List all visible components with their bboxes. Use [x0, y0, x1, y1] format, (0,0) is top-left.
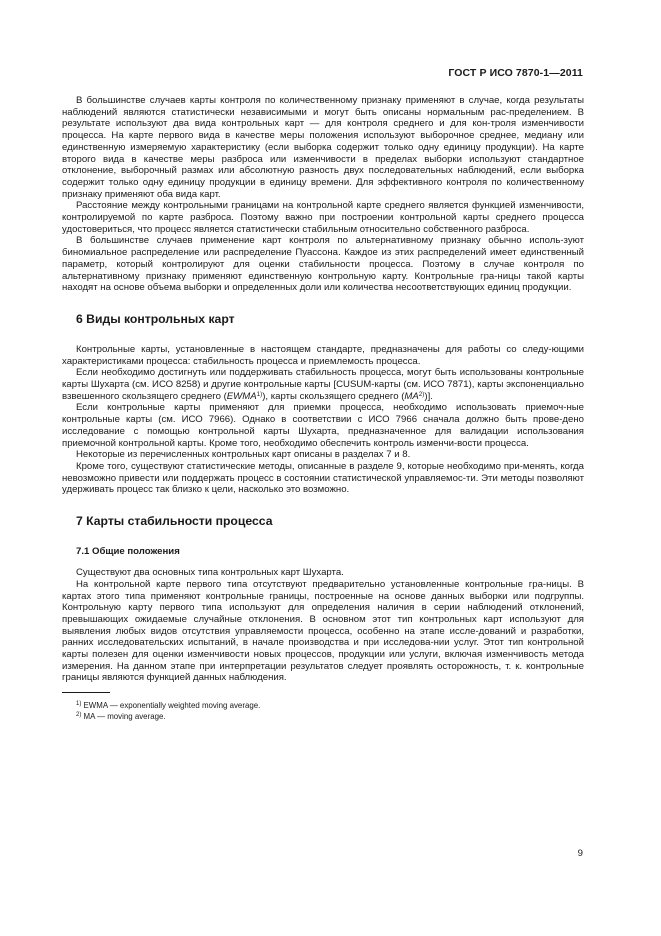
document-body	[62, 95, 584, 722]
s6p2-text-b: ), карты скользящего среднего (	[262, 390, 405, 402]
s6p2-text-c: )].	[424, 390, 433, 402]
section-6-paragraph-3: Если контрольные карты применяют для приемки процесса, необходимо использовать приемоч-ные контрольные карты (см. ИСО 7966). Однако в соответствии с ИСО 7966 сначала должно быть прове-дено исследование с помощью контрольной карты Шухарта, предназначенное для валидации использования приемочной контрольной карты. Кроме того, необходимо обеспечить контроль изменчи-вости процесса.	[62, 402, 584, 449]
section-7-paragraph-2: На контрольной карте первого типа отсутствуют предварительно установленные контрольные гра-ницы. В картах этого типа применяют контрольные границы, построенные на основе данных выборки или подгруппы. Контрольную карту первого типа используют для определения наличия в серии наблюдений отклонений, превышающих ожидаемые случайные отклонения. В основном этот тип контрольных карт используют для выявления любых видов отсутствия управляемости процесса, особенно на этапе иссле-дований и разработки, ранних исследовательских испытаний, в начале производства и при исследова-нии услуг. Этот тип контрольной карты полезен для оценки изменчивости новых процессов, продукции или услуги, включая изменчивость метода измерения. На данном этапе при интерпретации результатов следует проявлять осторожность, т. к. контрольные границы являются функцией данных наблюдения.	[62, 578, 584, 684]
ma-abbrev: MA	[404, 390, 419, 402]
footnote-2-text: MA — moving average.	[83, 711, 166, 721]
footnote-ref-2: 2)	[418, 390, 425, 398]
footnote-divider	[62, 692, 110, 693]
intro-paragraph-2: Расстояние между контрольными границами на контрольной карте среднего является функцией изменчивости, контролируемой по карте разброса. Поэтому важно при построении контрольной карты среднего процесса удостовериться, что процесс является статистически стабильным относительно собственного разброса.	[62, 200, 584, 235]
footnote-1-mark: 1)	[76, 701, 82, 708]
subsection-7-1-heading: 7.1 Общие положения	[76, 546, 180, 558]
footnote-1	[76, 701, 584, 711]
intro-paragraph-3: В большинстве случаев применение карт контроля по альтернативному признаку обычно исполь-зуют биномиальное распределение или распределение Пуассона. Каждое из этих распределений имеет единственный параметр, который контролируют для оценки стабильности процесса. Поэтому в случае контроля по альтернативному признаку применяют единственную контрольную карту. Контрольные гра-ницы такой карты находят на основе объема выборки и определенных доли или количества несоответствующих единиц продукции.	[62, 235, 584, 294]
footnote-ref-1: 1)	[256, 390, 263, 398]
section-6-paragraph-4: Некоторые из перечисленных контрольных карт описаны в разделах 7 и 8.	[76, 449, 411, 461]
section-6-paragraph-1: Контрольные карты, установленные в настоящем стандарте, предназначены для работы со следу-ющими характеристиками процесса: стабильность процесса и приемлемость процесса.	[62, 343, 584, 367]
s6p2-text-a: Если необходимо достигнуть или поддерживать стабильность процесса, могут быть использованы контрольные карты Шухарта (см. ИСО 8258) и другие контрольные карты [CUSUM-карты (см. ИСО 7871), карты экспоненциально взвешенного скользящего среднего (	[62, 367, 584, 402]
section-6-paragraph-5: Кроме того, существуют статистические методы, описанные в разделе 9, которые необходимо при-менять, когда невозможно привести или поддержать процесс в состоянии статистической управляемос-ти. Эти методы позволяют удерживать процесс так близко к цели, насколько это возможно.	[62, 460, 584, 496]
standard-code-header: ГОСТ Р ИСО 7870-1—2011	[448, 67, 583, 79]
section-7-paragraph-1: Существуют два основных типа контрольных карт Шухарта.	[76, 567, 344, 579]
section-7-heading: 7 Карты стабильности процесса	[76, 514, 273, 529]
section-6-heading: 6 Виды контрольных карт	[76, 311, 235, 326]
footnote-1-text: EWMA — exponentially weighted moving average.	[83, 701, 261, 711]
section-6-paragraph-2	[62, 367, 584, 402]
footnote-2-mark: 2)	[76, 711, 82, 718]
footnote-2	[76, 712, 584, 722]
intro-paragraph-1: В большинстве случаев карты контроля по количественному признаку применяют в случае, когда результаты наблюдений являются статистически независимыми и могут быть описаны нормальным рас-пределением. В результате используют два вида контрольных карт — для контроля среднего и для кон-троля изменчивости процесса. На карте первого вида в качестве меры положения используют выборочное среднее, медиану или единственную измеряемую характеристику (если выборка содержит только одну единицу продукции). На карте второго вида в качестве меры разброса или изменчивости в пределах выборки используют стандартное отклонение, выборочный размах или абсолютную разность двух последовательных наблюдений, если выборка содержит только одну единицу продукции в единицу времени. Для эффективного контроля по количественному признаку применяют оба вида карт.	[62, 95, 584, 200]
page-number: 9	[577, 848, 583, 859]
ewma-abbrev: EWMA	[226, 390, 257, 402]
